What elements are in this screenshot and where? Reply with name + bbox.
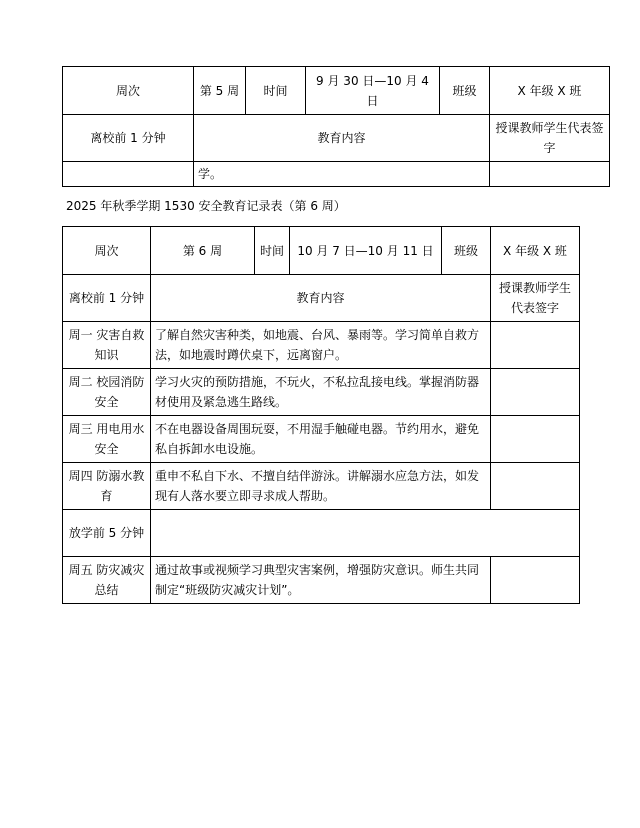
table-row: [63, 369, 580, 416]
section-title: 2025 年秋季学期 1530 安全教育记录表（第 6 周）: [66, 199, 346, 213]
day-content: 重申不私自下水、不擅自结伴游泳。讲解溺水应急方法，如发现有人落水要立即寻求成人帮助。: [151, 463, 491, 510]
table-row: [63, 227, 580, 275]
day-content: 通过故事或视频学习典型灾害案例，增强防灾意识。师生共同制定“班级防灾减灾计划”。: [151, 557, 491, 604]
sign-cell: [491, 416, 580, 463]
content-header: 教育内容: [151, 275, 491, 322]
day-content: 学习火灾的预防措施，不玩火，不私拉乱接电线。掌握消防器材使用及紧急逃生路线。: [151, 369, 491, 416]
day-label: 周二 校园消防安全: [63, 369, 151, 416]
empty-cell: [490, 162, 610, 187]
table-row: [63, 115, 610, 162]
week-label: 周次: [63, 67, 194, 115]
week-label: 周次: [63, 227, 151, 275]
time-label: 时间: [246, 67, 306, 115]
day-label: 周四 防溺水教育: [63, 463, 151, 510]
class-label: 班级: [440, 67, 490, 115]
class-value: X 年级 X 班: [491, 227, 580, 275]
day-label: 周一 灾害自救知识: [63, 322, 151, 369]
day-content: 了解自然灾害种类，如地震、台风、暴雨等。学习简单自救方法，如地震时蹲伏桌下，远离窗户。: [151, 322, 491, 369]
table-row: [63, 416, 580, 463]
sign-cell: [491, 369, 580, 416]
before-leave-label: 离校前 1 分钟: [63, 275, 151, 322]
table-row: [63, 463, 580, 510]
table-row: [63, 67, 610, 115]
sign-cell: [491, 557, 580, 604]
table-row: [63, 557, 580, 604]
time-label: 时间: [255, 227, 290, 275]
table-row: [63, 162, 610, 187]
table-row: [63, 510, 580, 557]
class-label: 班级: [442, 227, 491, 275]
sign-header: 授课教师学生代表签字: [491, 275, 580, 322]
class-value: X 年级 X 班: [490, 67, 610, 115]
empty-cell: [151, 510, 580, 557]
table-row: [63, 275, 580, 322]
sign-cell: [491, 463, 580, 510]
table-row: [63, 322, 580, 369]
empty-cell: [63, 162, 194, 187]
week6-record-table: [62, 226, 580, 604]
content-header: 教育内容: [194, 115, 490, 162]
time-value: 10 月 7 日—10 月 11 日: [290, 227, 442, 275]
sign-cell: [491, 322, 580, 369]
before-leave-label: 离校前 1 分钟: [63, 115, 194, 162]
week-value: 第 6 周: [151, 227, 255, 275]
day-content: 不在电器设备周围玩耍，不用湿手触碰电器。节约用水，避免私自拆卸水电设施。: [151, 416, 491, 463]
week5-record-table: [62, 66, 610, 187]
day-label: 周五 防灾减灾总结: [63, 557, 151, 604]
continued-content: 学。: [194, 162, 490, 187]
day-label: 周三 用电用水安全: [63, 416, 151, 463]
time-value: 9 月 30 日—10 月 4 日: [306, 67, 440, 115]
sign-header: 授课教师学生代表签字: [490, 115, 610, 162]
week-value: 第 5 周: [194, 67, 246, 115]
after-school-label: 放学前 5 分钟: [63, 510, 151, 557]
